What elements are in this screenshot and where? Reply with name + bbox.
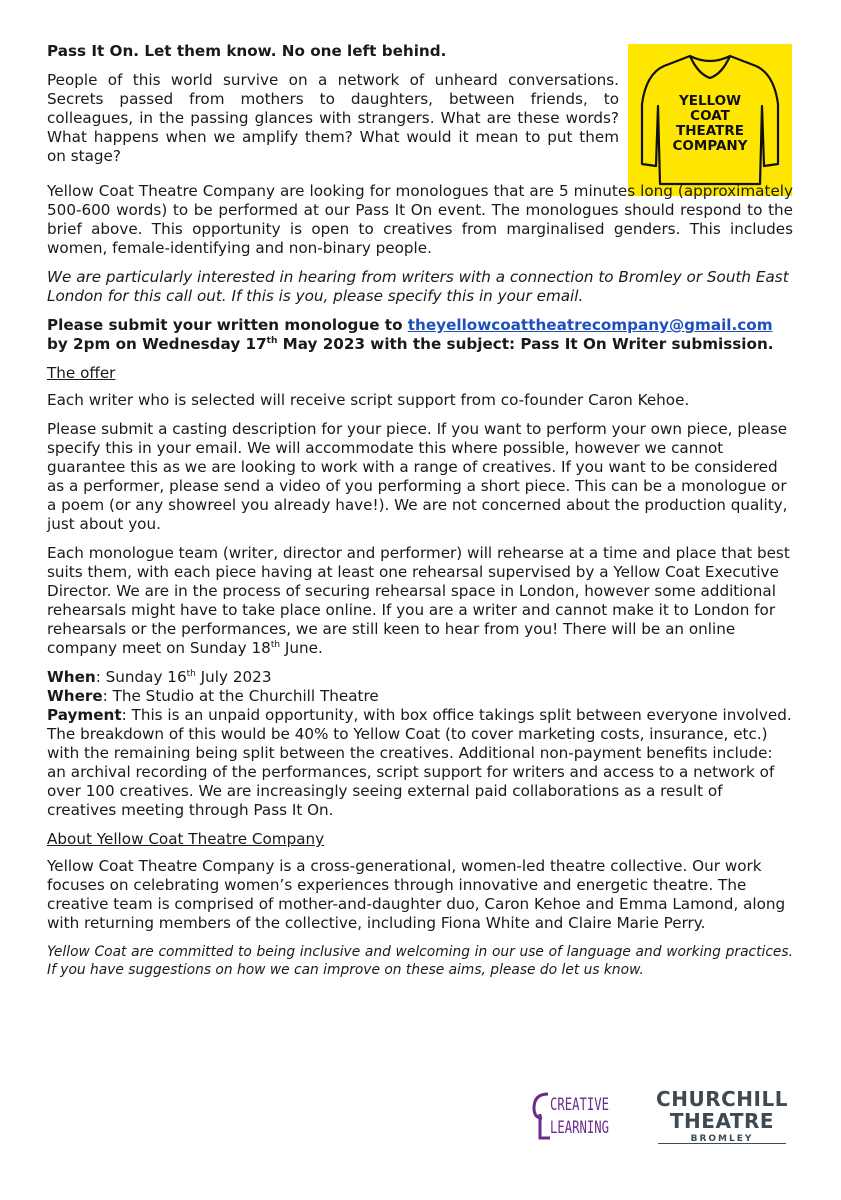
logo-line: LEARNING [550,1118,609,1138]
ordinal-suffix: th [270,639,281,650]
where-label: Where [47,687,103,705]
submission-email-link[interactable]: theyellowcoattheatrecompany@gmail.com [407,316,773,334]
payment-value: : This is an unpaid opportunity, with box office takings split between everyone involved. The breakdown of this would be 40% to Yellow Coat (to cover marketing costs, insurance, etc.) with the remaining being split between the creatives. Additional non-payment benefits include: an archival recording of the performances, script support for writers and access to a network of over 100 creatives. We are increasingly seeing external paid collaborations as a result of creatives meeting through Pass It On. [47,706,792,819]
inclusion-statement: Yellow Coat are committed to being inclusive and welcoming in our use of language and working practices. If you have suggestions on how we can improve on these aims, please do let us know. [47,944,793,978]
where-value: : The Studio at the Churchill Theatre [102,687,379,705]
when-label: When [47,668,96,686]
offer-paragraph-2: Please submit a casting description for your piece. If you want to perform your own piece, please specify this in your email. We will accommodate this where possible, however we cannot guarantee this as we are looking to work with a range of creatives. If you want to be considered as a performer, please send a video of you performing a short piece. This can be a monologue or a poem (or any showreel you already have!). We are not concerned about the production quality, just about you. [47,420,788,533]
logo-line: CHURCHILL [656,1087,788,1111]
creative-learning-text [550,1094,609,1140]
offer-paragraph-3-text: Each monologue team (writer, director and performer) will rehearse at a time and place that best suits them, with each piece having at least one rehearsal supervised by a Yellow Coat Executive Director. We are in the process of securing rehearsal space in London, however some additional rehearsals might have to take place online. If you are a writer and cannot make it to London for rehearsals or the performances, we are still keen to hear from you! There will be an online company meet on Sunday 18 [47,544,790,657]
when-value-end: July 2023 [195,668,272,686]
submission-subject: May 2023 with the subject: Pass It On Writer submission. [277,335,774,353]
offer-paragraph-3-end: June. [280,639,323,657]
about-paragraph: Yellow Coat Theatre Company is a cross-generational, women-led theatre collective. Our work focuses on celebrating women’s experiences through innovative and energetic theatre. The creative team is comprised of mother-and-daughter duo, Caron Kehoe and Emma Lamond, along with returning members of the collective, including Fiona White and Claire Marie Perry. [47,857,786,932]
submission-prefix: Please submit your written monologue to [47,316,408,334]
logo-line: COMPANY [672,138,748,154]
document-body [47,42,793,989]
where-line [47,687,793,706]
when-value: : Sunday 16 [95,668,187,686]
logo-divider [658,1143,786,1144]
submission-deadline: by 2pm on Wednesday 17 [47,335,267,353]
when-line [47,668,793,687]
document-heading: Pass It On. Let them know. No one left behind. [47,42,447,60]
intro-paragraph: People of this world survive on a network of unheard conversations. Secrets passed from mothers to daughters, between friends, to colleagues, in the passing glances with strangers. What are these words? What happens when we amplify them? What would it mean to put them on stage? [47,71,619,165]
footer-logos [528,1088,794,1148]
payment-line [47,706,793,820]
logo-line: THEATRE [676,123,744,139]
payment-label: Payment [47,706,122,724]
logo-line: CREATIVE [550,1095,609,1115]
ordinal-suffix: th [186,668,196,679]
submission-paragraph [47,316,793,354]
offer-paragraph-3 [47,544,793,658]
logo-line: BROMLEY [690,1134,754,1144]
about-title: About Yellow Coat Theatre Company [47,830,325,848]
event-details [47,668,793,820]
bromley-note: We are particularly interested in hearing from writers with a connection to Bromley or South East London for this call out. If this is you, please specify this in your email. [47,268,789,305]
logo-line: THEATRE [669,1109,775,1133]
ordinal-suffix: th [266,335,278,346]
offer-paragraph-1: Each writer who is selected will receive script support from co-founder Caron Kehoe. [47,391,690,409]
logo-line: YELLOW [678,93,742,109]
logo-line: COAT [690,108,730,124]
churchill-theatre-logo [650,1088,794,1148]
creative-learning-logo [528,1088,632,1144]
call-paragraph: Yellow Coat Theatre Company are looking for monologues that are 5 minutes long (approximately 500-600 words) to be performed at our Pass It On event. The monologues should respond to the brief above. This opportunity is open to creatives from marginalised genders. This includes women, female-identifying and non-binary people. [47,182,793,257]
offer-title: The offer [47,364,116,382]
